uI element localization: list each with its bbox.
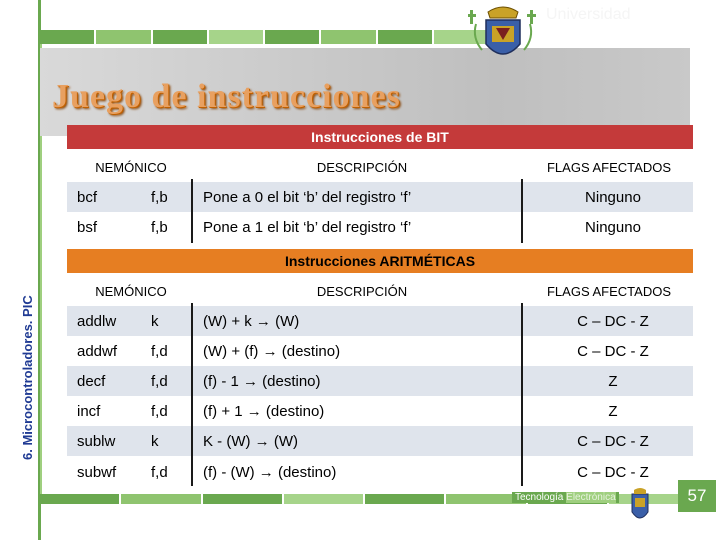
column-header-description: DESCRIPCIÓN <box>316 283 408 299</box>
instruction-mnemonic: addlw <box>77 312 117 330</box>
instruction-description: (f) - 1 → (destino) <box>203 372 321 390</box>
column-separator <box>191 303 193 461</box>
instruction-args: f,d <box>151 402 168 420</box>
instruction-description: K - (W) → (W) <box>203 432 298 450</box>
instruction-mnemonic: sublw <box>77 432 116 450</box>
table-row <box>67 212 693 242</box>
instruction-mnemonic: subwf <box>77 463 117 481</box>
instruction-args: f,d <box>151 372 168 390</box>
instruction-flags: Ninguno <box>585 218 641 236</box>
bit-section-heading: Instrucciones de BIT <box>67 125 693 149</box>
instruction-mnemonic: bcf <box>77 188 98 206</box>
instruction-flags: C – DC - Z <box>577 312 649 330</box>
arith-section-heading: Instrucciones ARITMÉTICAS <box>67 249 693 273</box>
university-line-2: de Oviedo <box>546 28 619 45</box>
university-name <box>546 4 630 48</box>
university-line-1: Universidad <box>546 6 631 23</box>
footer-label-part-1: Tecnología <box>515 492 564 503</box>
instruction-flags: C – DC - Z <box>577 463 649 481</box>
column-header-mnemonic: NEMÓNICO <box>95 159 167 175</box>
arith-instructions-table <box>67 273 693 461</box>
instruction-mnemonic: incf <box>77 402 101 420</box>
table-row <box>67 366 693 396</box>
column-header-description: DESCRIPCIÓN <box>316 159 408 175</box>
table-header-row <box>67 279 693 303</box>
instruction-args: f,b <box>151 188 168 206</box>
bit-instructions-table <box>67 149 693 243</box>
table-row <box>67 458 693 486</box>
instruction-args: k <box>151 312 159 330</box>
column-header-mnemonic: NEMÓNICO <box>95 283 167 299</box>
column-separator <box>191 179 193 243</box>
page-title: Juego de instrucciones <box>52 78 401 115</box>
table-row <box>67 182 693 212</box>
column-header-flags: FLAGS AFECTADOS <box>546 159 671 175</box>
instruction-description: (W) + (f) → (destino) <box>203 342 341 360</box>
instruction-description: Pone a 0 el bit ‘b’ del registro ‘f’ <box>203 188 412 206</box>
table-row <box>67 396 693 426</box>
university-crest-icon <box>468 4 538 66</box>
instruction-flags: Ninguno <box>585 188 641 206</box>
table-header-row <box>67 155 693 179</box>
instruction-mnemonic: bsf <box>77 218 98 236</box>
instruction-description: Pone a 1 el bit ‘b’ del registro ‘f’ <box>203 218 412 236</box>
table-row <box>67 336 693 366</box>
instruction-flags: C – DC - Z <box>577 342 649 360</box>
instruction-mnemonic: addwf <box>77 342 118 360</box>
column-separator <box>191 458 193 486</box>
instruction-mnemonic: decf <box>77 372 106 390</box>
side-label: 6. Microcontroladores. PIC <box>20 295 35 460</box>
column-separator <box>521 303 523 461</box>
instruction-args: f,d <box>151 463 168 481</box>
instruction-args: k <box>151 432 159 450</box>
instruction-args: f,d <box>151 342 168 360</box>
top-green-strip <box>40 30 490 44</box>
column-header-flags: FLAGS AFECTADOS <box>546 283 671 299</box>
table-row <box>67 306 693 336</box>
footer-crest-icon <box>626 486 654 536</box>
column-separator <box>521 179 523 243</box>
instruction-description: (W) + k → (W) <box>203 312 300 330</box>
instruction-flags: Z <box>608 402 618 420</box>
instruction-flags: Z <box>608 372 618 390</box>
page-number: 57 <box>678 480 716 512</box>
footer-label <box>512 492 619 503</box>
table-row <box>67 426 693 456</box>
instruction-flags: C – DC - Z <box>577 432 649 450</box>
instruction-description: (f) + 1 → (destino) <box>203 402 325 420</box>
instruction-args: f,b <box>151 218 168 236</box>
instruction-description: (f) - (W) → (destino) <box>203 463 337 481</box>
column-separator <box>521 458 523 486</box>
footer-label-part-2: Electrónica <box>566 492 616 503</box>
